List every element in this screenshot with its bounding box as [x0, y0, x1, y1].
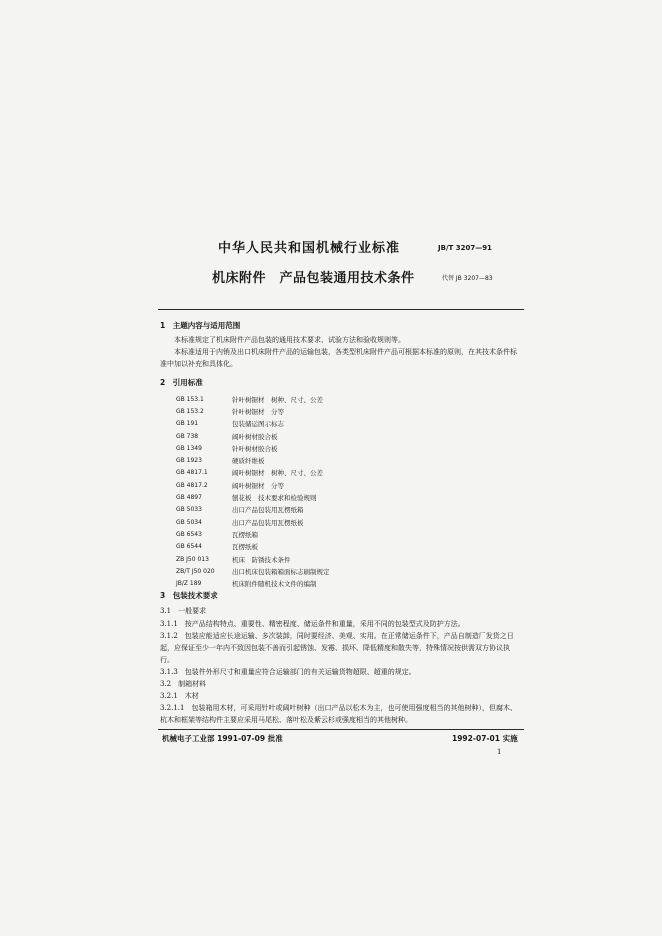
reference-title: 刨花板 技术要求和检验规则 — [232, 494, 317, 503]
reference-title: 瓦楞纸板 — [232, 543, 258, 552]
reference-title: 出口产品包装用瓦楞纸箱 — [232, 506, 304, 515]
reference-code: ZB J50 013 — [176, 555, 209, 563]
reference-code: GB 1923 — [176, 457, 202, 465]
section-1-paragraph-1: 本标准规定了机床附件产品包装的通用技术要求、试验方法和验收规则等。 — [174, 336, 405, 344]
clause-3-2-1: 3.2.1 木材 — [160, 692, 199, 700]
reference-code: GB 153.1 — [176, 395, 204, 403]
reference-code: GB 6543 — [176, 530, 202, 538]
reference-title: 阔叶树锯材 树种、尺寸、公差 — [232, 469, 323, 478]
reference-item — [176, 553, 330, 565]
document-title: 机床附件 产品包装通用技术条件 — [212, 271, 415, 286]
effective-date: 1992-07-01 实施 — [452, 734, 518, 743]
clause-3-1-1: 3.1.1 按产品结构特点、重要性、精密程度、储运条件和重量，采用不同的包装型式及防护方法。 — [160, 620, 465, 628]
reference-item — [176, 467, 330, 479]
reference-item — [176, 516, 330, 528]
reference-code: GB 5033 — [176, 506, 202, 514]
section-3-heading: 3 包装技术要求 — [160, 591, 218, 600]
reference-item — [176, 479, 330, 491]
clause-3-2-1-1: 3.2.1.1 包装箱用木材，可采用针叶或阔叶树种（出口产品以松木为主，也可使用强度相当的其他树种），但腐木、杭木和框架等结构件主要应采用马尾松、落叶松及紫云杉或强度相当的其他树种。 — [160, 704, 517, 724]
reference-title: 机床 防锈技术条件 — [232, 555, 291, 564]
reference-code: ZB/T J50 020 — [176, 567, 215, 575]
reference-title: 针叶树锯材 分等 — [232, 407, 284, 416]
approval-line: 机械电子工业部 1991-07-09 批准 — [162, 734, 283, 743]
reference-code: GB 6544 — [176, 543, 202, 551]
reference-title: 阔叶树锯材 分等 — [232, 481, 284, 490]
reference-title: 出口产品包装用瓦楞纸板 — [232, 518, 304, 527]
reference-code: GB 1349 — [176, 444, 202, 452]
reference-code: GB 4817.1 — [176, 469, 208, 477]
reference-item — [176, 528, 330, 540]
reference-list — [176, 393, 330, 590]
reference-item — [176, 541, 330, 553]
reference-item — [176, 577, 330, 589]
section-1-heading: 1 主题内容与适用范围 — [160, 321, 241, 330]
reference-item — [176, 491, 330, 503]
reference-title: 针叶树锯材 树种、尺寸、公差 — [232, 395, 323, 404]
reference-code: GB 4897 — [176, 494, 202, 502]
reference-code: GB 738 — [176, 432, 199, 440]
reference-item — [176, 418, 330, 430]
reference-code: GB 191 — [176, 420, 199, 428]
page-number: 1 — [497, 748, 502, 756]
reference-item — [176, 454, 330, 466]
reference-item — [176, 405, 330, 417]
reference-title: 瓦楞纸箱 — [232, 530, 258, 539]
clause-3-1: 3.1 一般要求 — [160, 607, 207, 615]
reference-item — [176, 504, 330, 516]
reference-item — [176, 430, 330, 442]
reference-code: GB 153.2 — [176, 407, 204, 415]
reference-item — [176, 442, 330, 454]
header-divider — [158, 309, 524, 310]
reference-title: 针叶树材胶合板 — [232, 444, 278, 453]
footer-divider — [158, 729, 524, 730]
reference-item — [176, 393, 330, 405]
reference-code: GB 5034 — [176, 518, 202, 526]
reference-title: 包装储运图示标志 — [232, 420, 284, 429]
reference-code: GB 4817.2 — [176, 481, 208, 489]
replaces-note: 代替 JB 3207—83 — [442, 275, 493, 282]
reference-title: 机床附件随机技术文件的编制 — [232, 580, 317, 589]
section-2-heading: 2 引用标准 — [160, 378, 203, 387]
reference-title: 出口机床包装箱箱面标志刷制规定 — [232, 567, 330, 576]
issuing-organization: 中华人民共和国机械行业标准 — [218, 241, 401, 256]
clause-3-1-2: 3.1.2 包装应能适应长途运输、多次装卸，同时要经济、美观、实用。在正常储运条件下，产品自制造厂发货之日起，应保证至少一年内不致因包装不善而引起锈蚀、发霉、损坏、降低精度和散失等，特殊情况按供需双方协议执行。 — [160, 632, 514, 664]
reference-item — [176, 565, 330, 577]
section-1-paragraph-2: 本标准适用于内销及出口机床附件产品的运输包装，各类型机床附件产品可根据本标准的原则，在其技术条件标准中加以补充和具体化。 — [160, 348, 517, 368]
reference-title: 硬质纤维板 — [232, 457, 265, 466]
reference-title: 阔叶树材胶合板 — [232, 432, 278, 441]
clause-3-2: 3.2 制箱材料 — [160, 680, 207, 688]
reference-code: JB/Z 189 — [176, 580, 202, 588]
clause-3-1-3: 3.1.3 包装件外形尺寸和重量应符合运输部门的有关运输货物超限、超重的规定。 — [160, 668, 416, 676]
standard-number: JB/T 3207—91 — [438, 244, 492, 252]
